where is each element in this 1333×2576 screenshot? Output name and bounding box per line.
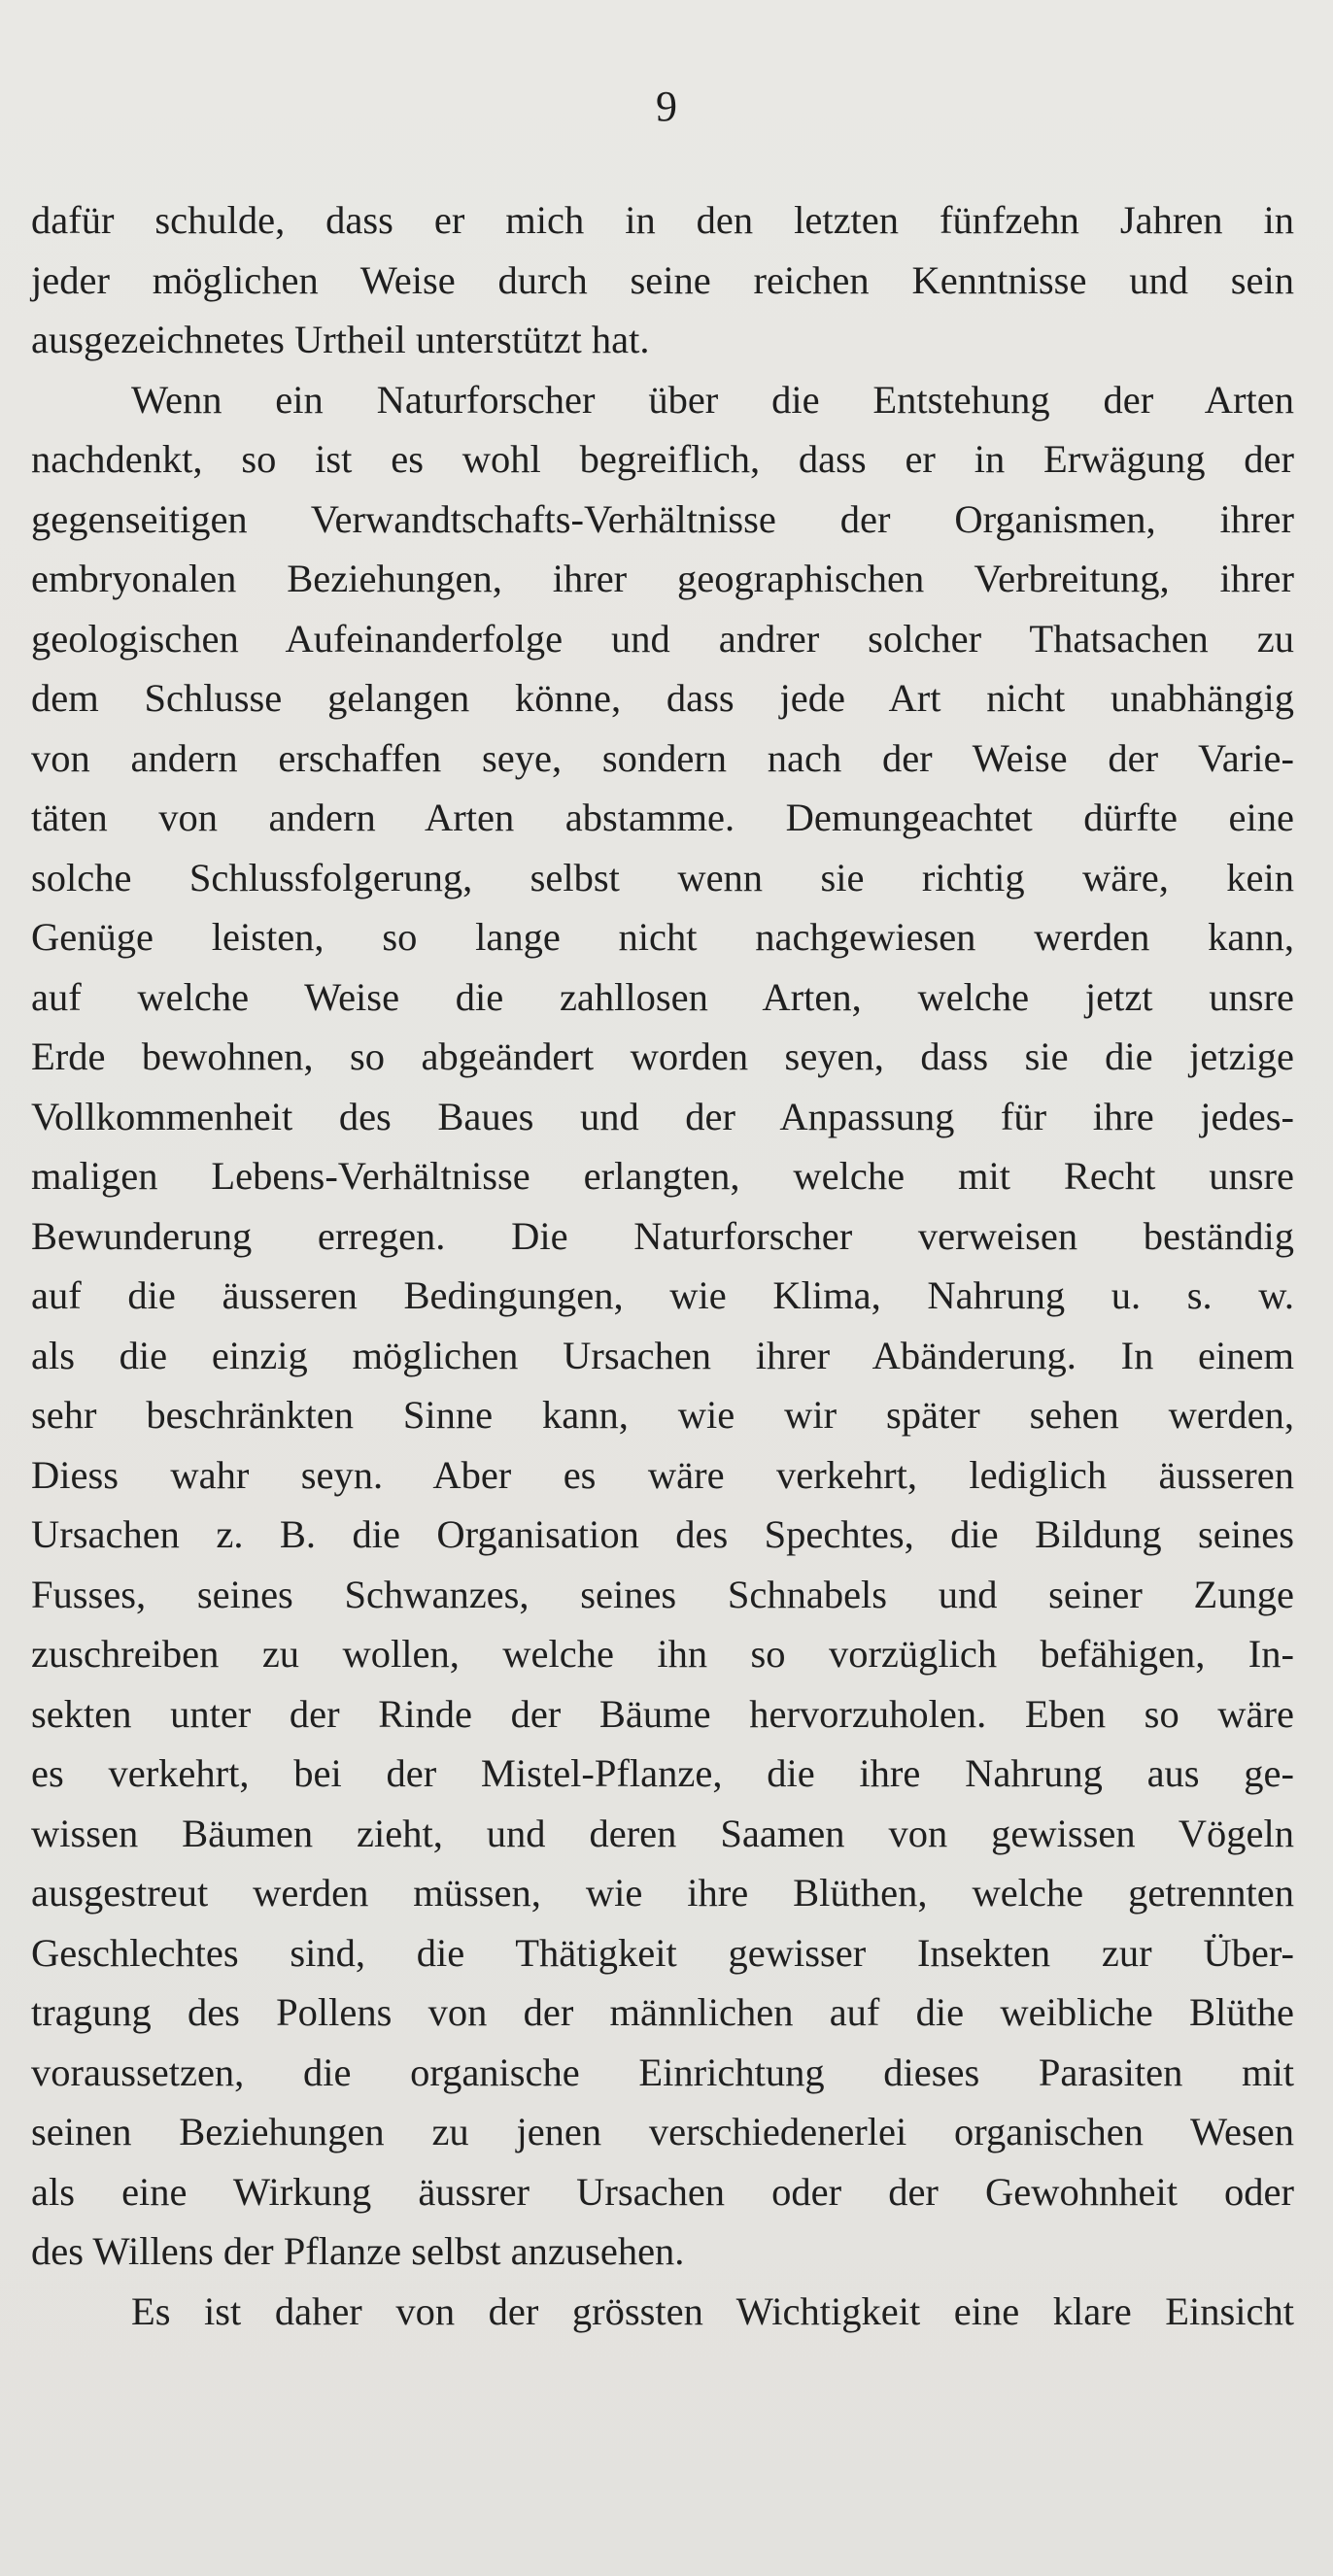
text-line: auf die äusseren Bedingungen, wie Klima, Nahrung u. s. w. [31,1273,1294,1317]
text-line: wissen Bäumen zieht, und deren Saamen von gewissen Vögeln [31,1811,1294,1855]
text-line: jeder möglichen Weise durch seine reichen Kenntnisse und sein [31,257,1294,302]
text-line: Genüge leisten, so lange nicht nachgewiesen werden kann, [31,915,1294,959]
text-line: Geschlechtes sind, die Thätigkeit gewisser Insekten zur Über- [31,1930,1294,1975]
text-line: gegenseitigen Verwandtschafts-Verhältnisse der Organismen, ihrer [31,496,1294,541]
text-line: täten von andern Arten abstamme. Demungeachtet dürfte eine [31,796,1294,839]
text-line: von andern erschaffen seye, sondern nach der Weise der Varie- [31,735,1294,780]
text-line: zuschreiben zu wollen, welche ihn so vorzüglich befähigen, In- [31,1632,1294,1676]
text-line: Fusses, seines Schwanzes, seines Schnabels und seiner Zunge [31,1572,1294,1616]
text-line: als die einzig möglichen Ursachen ihrer Abänderung. In einem [31,1333,1294,1377]
text-line: ausgezeichnetes Urtheil unterstützt hat. [31,318,650,361]
text-line: sekten unter der Rinde der Bäume hervorzuholen. Eben so wäre [31,1691,1294,1736]
text-line: des Willens der Pflanze selbst anzusehen. [31,2229,685,2273]
text-line: auf welche Weise die zahllosen Arten, welche jetzt unsre [31,974,1294,1019]
text-line: embryonalen Beziehungen, ihrer geographischen Verbreitung, ihrer [31,557,1294,600]
text-line: solche Schlussfolgerung, selbst wenn sie richtig wäre, kein [31,855,1294,899]
text-line: geologischen Aufeinanderfolge und andrer solcher Thatsachen zu [31,616,1294,661]
text-line: tragung des Pollens von der männlichen auf die weibliche Blüthe [31,1990,1294,2034]
text-line: Erde bewohnen, so abgeändert worden seyen, dass sie die jetzige [31,1034,1294,1078]
text-line: dafür schulde, dass er mich in den letzten fünfzehn Jahren in [31,198,1294,242]
text-line: ausgestreut werden müssen, wie ihre Blüthen, welche getrennten [31,1871,1294,1915]
text-line: Es ist daher von der grössten Wichtigkeit eine klare Einsicht [131,2288,1294,2333]
text-line: nachdenkt, so ist es wohl begreiflich, dass er in Erwägung der [31,437,1294,481]
text-line: dem Schlusse gelangen könne, dass jede Art nicht unabhängig [31,676,1294,720]
text-line: als eine Wirkung äussrer Ursachen oder der Gewohnheit oder [31,2169,1294,2214]
text-line: voraussetzen, die organische Einrichtung dieses Parasiten mit [31,2050,1294,2094]
body-text [31,190,1294,2341]
text-line: sehr beschränkten Sinne kann, wie wir später sehen werden, [31,1393,1294,1437]
text-line: Bewunderung erregen. Die Naturforscher verweisen beständig [31,1213,1294,1258]
text-line: maligen Lebens-Verhältnisse erlangten, welche mit Recht unsre [31,1154,1294,1198]
text-line: Ursachen z. B. die Organisation des Spechtes, die Bildung seines [31,1512,1294,1556]
text-line: es verkehrt, bei der Mistel-Pflanze, die ihre Nahrung aus ge- [31,1751,1294,1795]
text-line: Vollkommenheit des Baues und der Anpassung für ihre jedes- [31,1094,1294,1138]
page-number: 9 [656,83,677,130]
text-line: Diess wahr seyn. Aber es wäre verkehrt, lediglich äusseren [31,1452,1294,1497]
text-line: Wenn ein Naturforscher über die Entstehung der Arten [131,377,1294,422]
text-line: seinen Beziehungen zu jenen verschiedenerlei organischen Wesen [31,2110,1294,2153]
